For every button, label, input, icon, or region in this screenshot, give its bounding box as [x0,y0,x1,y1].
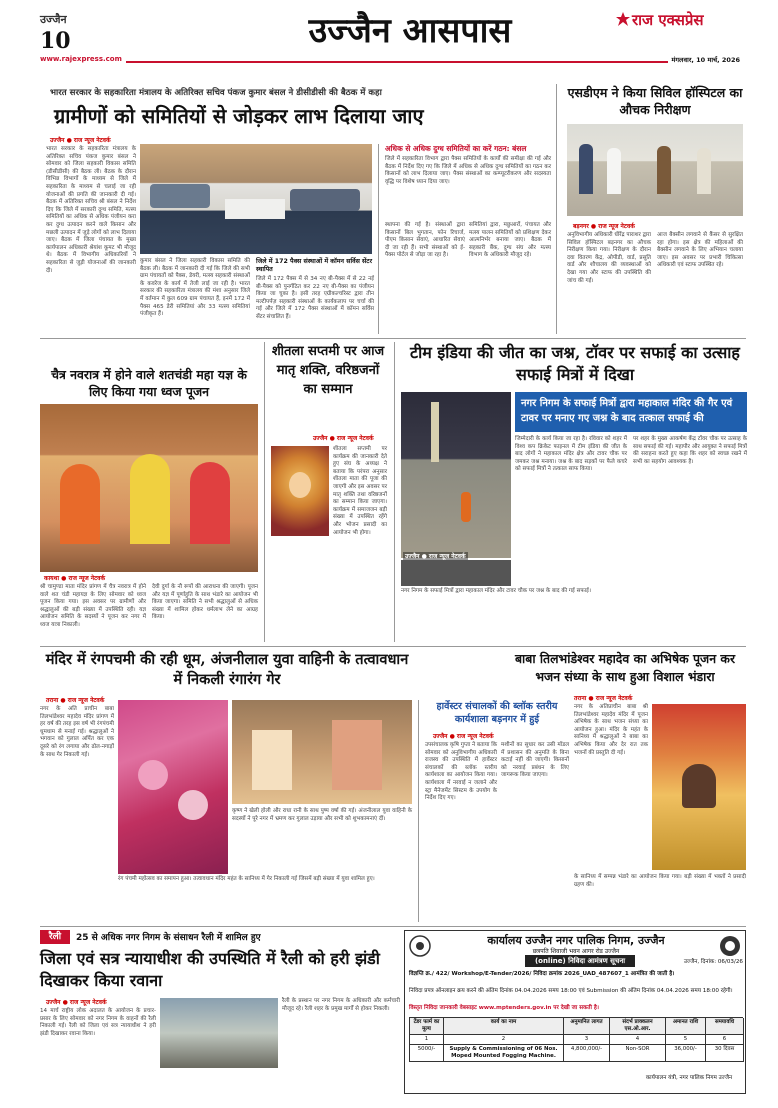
divider-1 [40,338,746,339]
website-bar [40,56,740,68]
sheetla-body: शीतला सप्तमी पर कार्यक्रम की जानकारी देते हुए संघ के अध्यक्ष ने बताया कि परंपरा अनुसार शीतला माता की पूजा की जाएगी और इस अवसर पर मातृ शक्ति तथा वरिष्ठजनों का सम्मान किया जाएगा। कार्यक्रम में समाजजन बड़ी संख्या में उपस्थित रहेंगे और भोजन प्रसादी का आयोजन भी होगा। [333,446,387,536]
lead-photo [140,144,372,254]
team-india-photo-2 [401,560,511,586]
table-index-cell: 4 [610,1035,666,1045]
lead-col3: कुमार बंसल ने जिला सहकारी विकास समिति की बैठक ली। बैठक में जानकारी दी गई कि जिले की सभी ग्राम पंचायतों को पैक्स, डेयरी, मत्स्य सहकारी संस्थाओं के कवरेज के कार्य में तेजी लाई जा रही है। भारत सरकार की सहकारिता मंत्रालय की मंशा अनुसार जिले में वर्तमान में कुल 609 ग्राम पंचायत हैं, इनमें 172 में पैक्स 465 डेरी समितियां और 33 मत्स्य समितियां पंजीकृत हैं। [140,258,250,318]
municipal-emblem-icon [719,935,741,957]
team-india-body2: पर शहर के मुख्य आकर्षण केंद्र टॉवर चौक पर उत्साह के साथ सफाई की गई। महापौर और आयुक्त ने सफाई मित्रों की सराहना करते हुए कहा कि शहर को स्वच्छ रखने में सभी का सहयोग आवश्यक है। [633,436,747,465]
lead-byline: उज्जैन ● राज न्यूज नेटवर्क [50,137,111,144]
table-header-cell: टेंडर फार्म का मूल्य [410,1018,444,1035]
holi-photo-2 [232,700,412,804]
lead-side-body: जिले में 172 पैक्स में से 34 नए बी-पैक्स में से 22 नई बी-पैक्स को पुनर्गठित कर 22 नए बी-पैक्स का पंजीयन किया जा चुका है। इसी तरह एग्रीकल्चरिस्ट द्वारा तीन मल्टीपर्पज़ सहकारी संस्थाओं के कार्यकलाप पर चर्चा की गई और जिले में 172 पैक्स संस्थाओं में कॉमन सर्विस सेंटर संचालित हैं। [256,276,374,320]
tender-line2: निविदा प्रपत्र ऑनलाइन क्रय करने की अंतिम दिनांक 04.04.2026 समय 18:00 एवं Submission की अंतिम दिनांक 04.04.2026 समय 18:00 रहेगी। [409,988,733,994]
table-cell: 36,000/- [666,1045,706,1062]
sdm-photo [567,124,743,216]
holi-byline: तराना ● राज न्यूज नेटवर्क [46,697,105,704]
team-india-byline: उज्जैन ● राज न्यूज नेटवर्क [405,553,466,560]
sheetla-photo [271,446,329,536]
sdm-body2: आज बैक्सीन लगवाने से कैंसर से सुरक्षित रहा होगा। इस क्षेत्र की महिलाओं की बैक्सीन लगवाने के लिए अभियान चलाया जाए। इस अवसर पर प्रभारी चिकित्सा अधिकारी एवं स्टाफ उपस्थित रहे। [657,232,743,269]
tender-line3: विस्तृत निविदा जानकारी वेबसाइट www.mptenders.gov.in पर देखी जा सकती है। [409,1005,599,1011]
lead-story [40,84,550,334]
municipal-seal-icon [409,935,431,957]
table-cell: 4,800,000/- [564,1045,610,1062]
bhandara-photo [652,704,746,870]
brand-logo [616,8,742,34]
navratri-body: श्री चामुण्डा माता मंदिर प्रांगण में चैत्र नवरात्र में होने वाले शत चंडी महायज्ञ के लिए सोमवार को ध्वज पूजन किया गया। इस अवसर पर ग्रामीणों और श्रद्धालुओं की बड़ी संख्या में उपस्थिति रही। यज्ञ आयोजन समिति के सदस्यों ने पूजन कर नगर में ध्वज यात्रा निकाली। [40,584,146,628]
holi-story [40,650,414,922]
bhandara-body2: के सानिध्य में सम्पन्न भंडारे का आयोजन किया गया। बड़ी संख्या में भक्तों ने प्रसादी ग्रहण की। [574,874,746,888]
rally-headline: जिला एवं सत्र न्यायाधीश की उपस्थिति में रैली को हरी झंडी दिखाकर किया रवाना [40,949,380,990]
issue-date: मंगलवार, 10 मार्च, 2026 [668,55,740,64]
tender-line1: विज्ञप्ति क्र./ 422/ Workshop/E-Tender/2026/ निविदा क्रमांक 2026_UAD_487607_1 आमंत्रित की जाती है। [409,971,675,977]
lead-body: भारत सरकार के सहकारिता मंत्रालय के अतिरिक्त सचिव पंकज कुमार बंसल ने सोमवार को जिला सहकारी विकास समिति (डीसीडीसी) की बैठक ली। बैठक के दौरान विभिन्न विभागों के माध्यम से जिले में सहकारिता के माध्यम से चलाई जा रही योजनाओं की प्रगति की जानकारी दी गई। बैठक में अतिरिक्त सचिव श्री बंसल ने निर्देश दिए कि जिले में सरकारी दुग्ध समिति, मत्स्य समितियों का अधिक से अधिक पंजीयन करा कर दुग्ध उत्पादन करने वाले किसान और मछली उत्पादन में जुड़े लोगों को लाभ दिलाया जाए। बैठक में जिला पंचायत के मुख्य कार्यपालन अधिकारी श्रेयांश कूमट भी मौजूद थे। बैठक में विभागीय अधिकारियों ने सहकारिता से जुड़ी योजनाओं की जानकारी दी। [46,146,136,274]
lead-box-heading: अधिक से अधिक दुग्ध समितियों का करें गठन: बंसल [385,144,527,153]
harvester-byline: उज्जैन ● राज न्यूज नेटवर्क [433,733,494,740]
team-india-body: जिम्मेदारी के कार्य किया जा रहा है। रविवार को शहर में विश्व कप क्रिकेट फाइनल में टीम इंडिया की जीत के बाद लोगों ने महाकाल मंदिर क्षेत्र और टावर चौक पर जमकर जश्न मनाया। जश्न के बाद सड़कों पर फैले कचरे को सफाई मित्रों ने तत्काल साफ किया। [515,436,627,473]
lead-box-body: जिले में सहकारिता विभाग द्वारा पैक्स समितियों के कार्यों की समीक्षा की गई और बैठक में निर्देश दिए गए कि जिले में अधिक से अधिक दुग्ध समितियों का गठन कर किसानों को लाभ दिलाया जाए। पैक्स संस्थाओं का कम्प्यूटरीकरण और सदस्यता वृद्धि पर विशेष ध्यान दिया जाए। [385,156,551,185]
tender-table-grid [409,1017,743,1062]
table-header-cell: कार्य का नाम [444,1018,564,1035]
bhandara-headline: बाबा तिलभांडेश्वर महादेव का अभिषेक पूजन कर भजन संध्या के साथ हुआ विशाल भंडारा [514,651,736,684]
table-cell: Non-SOR [610,1045,666,1062]
team-india-caption: नगर निगम के सफाई मित्रों द्वारा महाकाल मंदिर और टावर चौक पर जश्न के बाद की गई सफाई। [401,588,591,594]
divider-3 [40,926,746,927]
lead-kicker: भारत सरकार के सहकारिता मंत्रालय के अतिरिक्त सचिव पंकज कुमार बंसल ने डीसीडीसी की बैठक में कहा [50,88,382,98]
table-cell: 30 दिवस [706,1045,744,1062]
team-india-headline: टीम इंडिया की जीत का जश्न, टॉवर पर सफाई का उत्साह सफाई मित्रों में दिखा [410,343,740,384]
team-india-banner [515,392,747,432]
team-india-photo [401,392,511,558]
table-cell: 5000/- [410,1045,444,1062]
rally-kicker: 25 से अधिक नगर निगम के संसाधन रैली में शामिल हुए [76,933,261,943]
table-index-cell: 6 [706,1035,744,1045]
table-index-cell: 1 [410,1035,444,1045]
sheetla-headline: शीतला सप्तमी पर आज मातृ शक्ति, वरिष्ठजनों का सम्मान [271,344,385,397]
rally-photo [160,998,278,1068]
tender-signature: कार्यपालन यंत्री, नगर पालिक निगम उज्जैन [645,1075,733,1081]
lead-headline: ग्रामीणों को समितियों से जोड़कर लाभ दिलाया जाए [54,104,424,128]
sdm-body: अनुविभागीय अधिकारी धीरेंद्र पाराशर द्वारा सिविल हॉस्पिटल बड़नगर का औचक निरीक्षण किया गया। निरीक्षण के दौरान दवा वितरण केंद्र, ओपीडी, वार्ड, प्रसूति वार्ड और शौचालय की व्यवस्थाओं को देखा गया और स्टाफ की उपस्थिति की जांच की गई। [567,232,651,284]
page-title: उज्जैन आसपास [308,11,512,51]
rally-byline: उज्जैन ● राज न्यूज नेटवर्क [46,999,107,1006]
divider-2 [40,646,746,647]
holi-caption: रंग पंचमी महोत्सव का समापन हुआ। तत्वावधान मंदिर महंत के सानिध्य में गेर निकाली गई जिसमें बड़ी संख्या में युवा शामिल हुए। [118,876,375,882]
rally-body2: रैली के प्रस्थान पर नगर निगम के अधिकारी और कर्मचारी मौजूद रहे। रैली शहर के प्रमुख मार्गों से होकर निकली। [282,998,400,1012]
holi-body: नगर के अति प्राचीन बाबा तिलभांडेश्वर महादेव मंदिर प्रांगण में हर वर्ष की तरह इस वर्ष भी रंगपंचमी धूमधाम से मनाई गई। श्रद्धालुओं ने भगवान को गुलाल अर्पित कर एक दूसरे को रंग लगाया और ढोल-नगाड़ों के साथ गेर निकाली गई। [40,706,114,758]
sheetla-byline: उज्जैन ● राज न्यूज नेटवर्क [313,435,374,442]
table-index-cell: 2 [444,1035,564,1045]
lead-box-body2: स्थापना की गई है। संस्थाओं द्वारा किसानों बिल भुगतान, फोन रिचार्ज, पीएम किसान सेवाएं, आधारित सेवाएं दी जा रही हैं। सभी संस्थाओं को ई-पैक्स पोर्टल से जोड़ा जा रहा है। [385,222,465,259]
lead-box-body3: समितियां द्वारा, मछुआरों, पंचायत और मत्स्य पालन समितियों को प्रशिक्षण देकर आत्मनिर्भर बनाया जाए। बैठक में सहकारी बैंक, दुग्ध संघ और मत्स्य विभाग के अधिकारी मौजूद रहे। [469,222,551,259]
tender-title: कार्यालय उज्जैन नगर पालिक निगम, उज्जैन [487,934,665,947]
navratri-byline: कायथा ● राज न्यूज नेटवर्क [44,575,106,582]
navratri-body2: देवी दुर्गा के नौ रूपों की आराधना की जाएगी। पूजन और यज्ञ में पूर्णाहुति के साथ भंडारे का आयोजन भी किया जाएगा। समिति ने सभी श्रद्धालुओं से अधिक संख्या में शामिल होकर धर्मलाभ लेने का आग्रह किया। [152,584,258,621]
bhandara-story [504,650,746,922]
team-india-story [394,342,746,642]
tender-notice [404,930,746,1094]
bhandara-body: नगर के अतिप्राचीन बाबा श्री तिलभांडेश्वर महादेव मंदिर में पूजन अभिषेक के साथ भजन संध्या का आयोजन हुआ। मंदिर के महंत के सानिध्य में श्रद्धालुओं ने बाबा का अभिषेक किया और देर रात तक भजनों की प्रस्तुति दी गई। [574,704,648,756]
rally-body: 14 मार्च राष्ट्रीय लोक अदालत के आयोजन के प्रचार-प्रसार के लिए सोमवार को नगर निगम के वाहनों की रैली निकाली गई। रैली को जिला एवं सत्र न्यायाधीश ने हरी झंडी दिखाकर रवाना किया। [40,1008,156,1037]
tender-table [409,1017,743,1073]
harvester-body2: मशीनों का सुधार कर उसी मॉडल में प्रशासन की अनुमति के बिना कटाई नहीं की जाएगी। किसानों को नरवाई प्रबंधन के लिए जागरूक किया जाएगा। [501,742,569,779]
navratri-photo [40,404,258,572]
sheetla-story [264,342,388,642]
rally-story [40,928,400,1094]
masthead-city: उज्जैन [40,13,67,26]
website-underline [40,61,740,63]
star-icon [616,12,630,26]
sdm-byline: बड़नगर ● राज न्यूज नेटवर्क [573,223,635,230]
lead-box [378,144,550,334]
harvester-headline: हार्वेस्टर संचालकों की ब्लॉक स्तरीय कार्यशाला बड़नगर में हुई [436,701,558,725]
table-header-cell: अमानत राशि [666,1018,706,1035]
holi-headline: मंदिर में रंगपचमी की रही धूम, अंजनीलाल युवा वाहिनी के तत्वावधान में निकली रंगारंग गेर [45,651,409,688]
holi-photo [118,700,228,874]
navratri-story [40,342,258,642]
table-header-cell: अनुमानित लागत [564,1018,610,1035]
rally-kicker-label: रैली [40,930,70,944]
table-header-cell: संदर्भ प्राक्कलन एस.ओ.आर. [610,1018,666,1035]
tender-subtitle: छत्रपति शिवाजी भवन आगर रोड उज्जैन [532,948,620,955]
website[interactable]: www.rajexpress.com [40,55,126,63]
harvester-body: उपसंचालक कृषि गुप्ता ने बताया कि सोमवार को अनुविभागीय अधिकारी राजस्व की उपस्थिति में हार्वेस्टर संचालकों की ब्लॉक स्तरीय कार्यशाला का आयोजन किया गया। कार्यशाला में नरवाई न जलाने और स्ट्रा मैनेजमेंट सिस्टम के उपयोग के निर्देश दिए गए। [425,742,497,802]
table-index-cell: 3 [564,1035,610,1045]
tender-notice-label: (online) निविदा आमंत्रण सूचना [525,955,635,967]
brand-name: राज एक्सप्रेस [632,11,704,29]
lead-side-heading: जिले में 172 पैक्स संस्थाओं में कॉमन सर्विस सेंटर स्थापित [256,258,373,273]
navratri-headline: चैत्र नवरात्र में होने वाले शतचंडी महा यज्ञ के लिए किया गया ध्वज पूजन [51,367,247,399]
sdm-story [556,84,746,334]
banner-text: नगर निगम के सफाई मित्रों द्वारा महाकाल मंदिर की गैर एवं टावर पर मनाए गए जश्न के बाद तत्काल सफाई की [521,398,733,424]
bhandara-byline: तराना ● राज न्यूज नेटवर्क [574,695,633,702]
table-cell: Supply & Commissioning of 06 Nos. Moped Mounted Fogging Machine. [444,1045,564,1062]
table-index-cell: 5 [666,1035,706,1045]
holi-body2: कृष्ण ने खेली होली और राधा रानी के साथ पुष्प वर्षा की गई। अंजनीलाल युवा वाहिनी के सदस्यों ने पूरे नगर में भ्रमण कर गुलाल उड़ाया और सभी को शुभकामनाएं दीं। [232,808,412,822]
tender-ref: उज्जैन, दिनांक: 06/03/26 [683,959,743,965]
table-header-cell: समयावधि [706,1018,744,1035]
masthead [0,0,778,64]
sdm-headline: एसडीएम ने किया सिविल हॉस्पिटल का औचक निरीक्षण [567,85,743,117]
page-number: 10 [40,28,71,54]
